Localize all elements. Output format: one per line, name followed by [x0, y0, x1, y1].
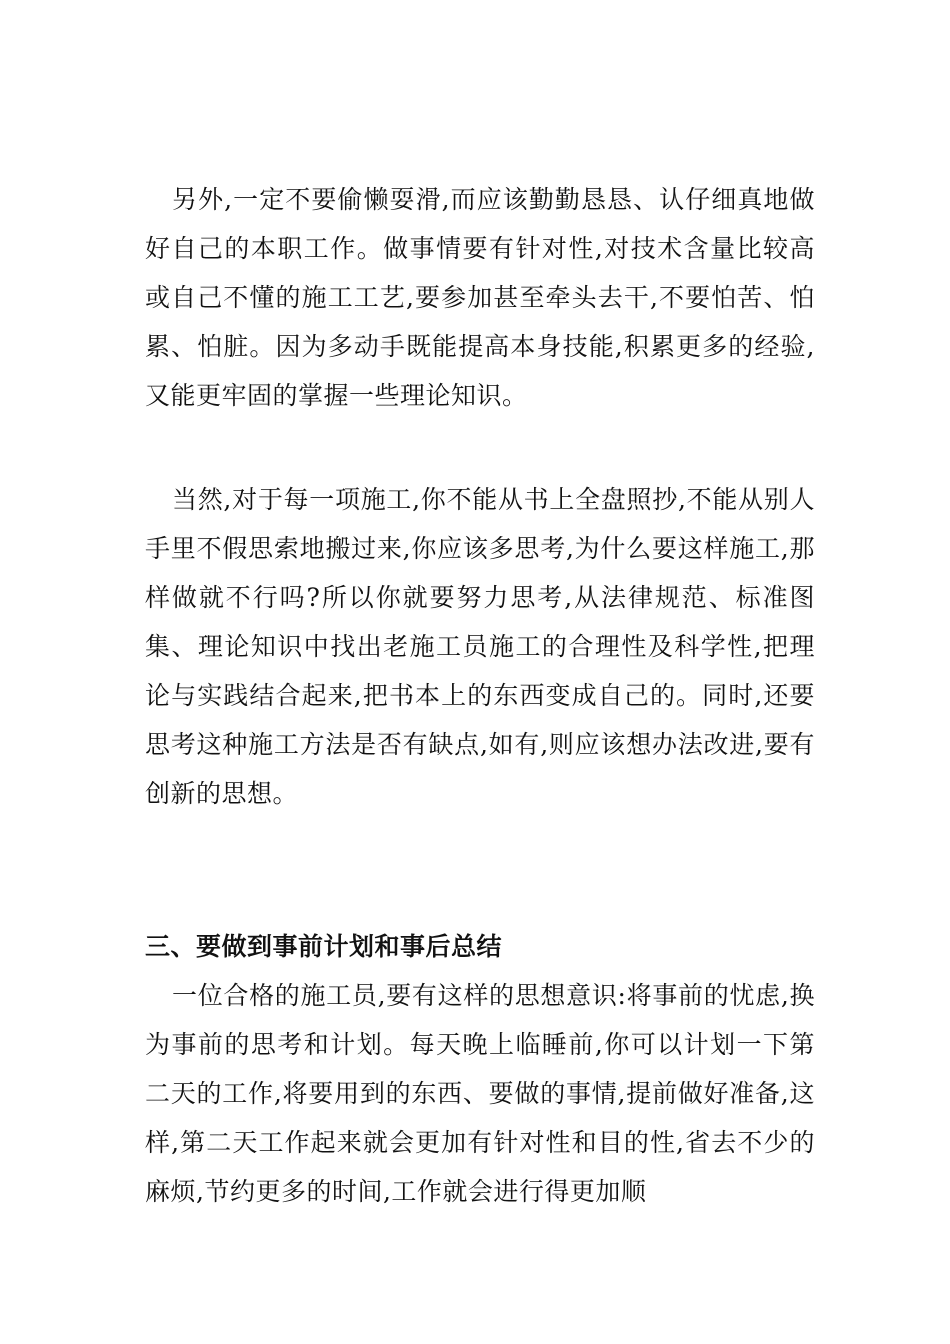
section-heading: 三、要做到事前计划和事后总结 [145, 932, 503, 961]
body-paragraph: 一位合格的施工员,要有这样的思想意识:将事前的忧虑,换为事前的思考和计划。每天晚上临睡前,你可以计划一下第二天的工作,将要用到的东西、要做的事情,提前做好准备,这样,第二天工作起来就会更加有针对性和目的性,省去不少的麻烦,节约更多的时间,工作就会进行得更加顺 [145, 981, 815, 1206]
body-paragraph: 另外,一定不要偷懒耍滑,而应该勤勤恳恳、认仔细真地做好自己的本职工作。做事情要有针对性,对技术含量比较高或自己不懂的施工工艺,要参加甚至牵头去干,不要怕苦、怕累、怕脏。因为多动手既能提高本身技能,积累更多的经验,又能更牢固的掌握一些理论知识。 [145, 185, 815, 410]
body-paragraph: 当然,对于每一项施工,你不能从书上全盘照抄,不能从别人手里不假思索地搬过来,你应该多思考,为什么要这样施工,那样做就不行吗?所以你就要努力思考,从法律规范、标准图集、理论知识中找出老施工员施工的合理性及科学性,把理论与实践结合起来,把书本上的东西变成自己的。同时,还要思考这种施工方法是否有缺点,如有,则应该想办法改进,要有创新的思想。 [145, 485, 815, 808]
